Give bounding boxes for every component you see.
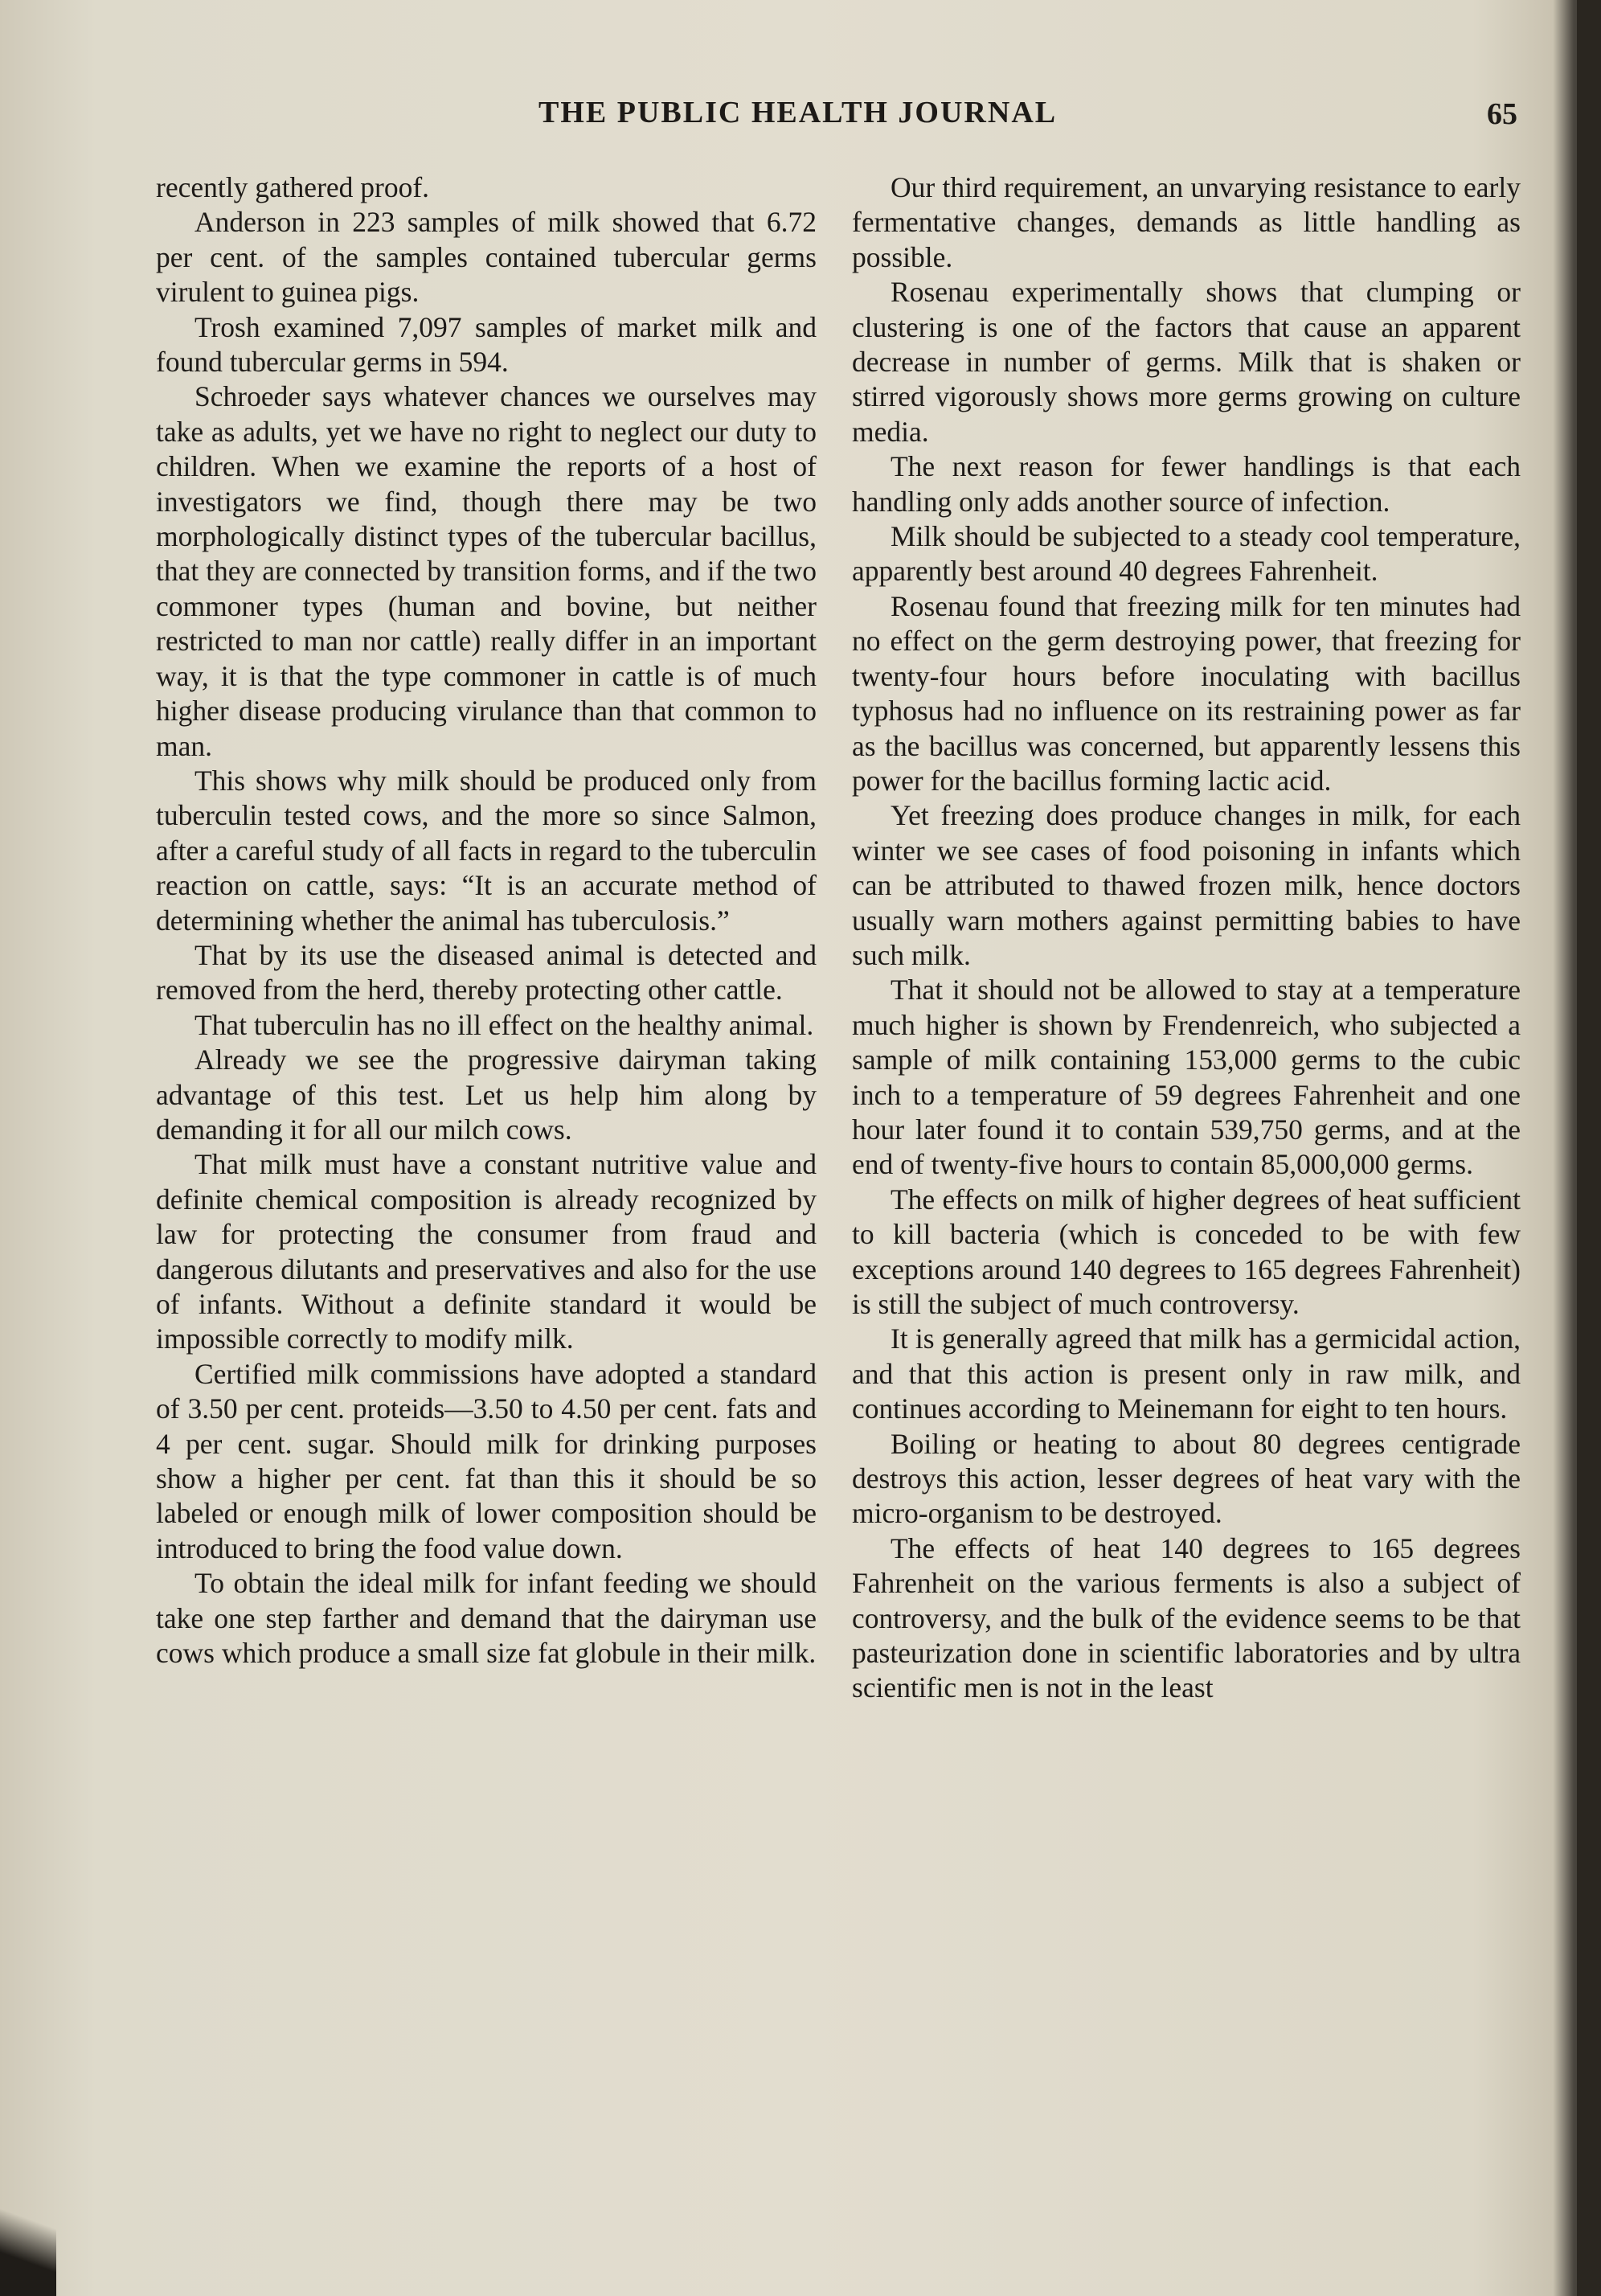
paragraph: The effects of heat 140 degrees to 165 degrees Fahrenheit on the various ferments is also a subject of controversy, and the bulk of the evidence seems to be that pasteurization done in scientific laboratories and by ultra scientific men is not in the least (852, 1531, 1521, 1704)
right-column (852, 170, 1521, 1706)
paragraph: That by its use the diseased animal is detected and removed from the herd, thereby protecting other cattle. (156, 938, 817, 1007)
paragraph: Anderson in 223 samples of milk showed that 6.72 per cent. of the samples contained tubercular germs virulent to guinea pigs. (156, 206, 817, 309)
page-number: 65 (1487, 97, 1517, 131)
paragraph: Already we see the progressive dairyman taking advantage of this test. Let us help him along by demanding it for all our milch cows. (156, 1043, 817, 1146)
paragraph: Boiling or heating to about 80 degrees centigrade destroys this action, lesser degrees of heat vary with the micro-organism to be destroyed. (852, 1427, 1521, 1530)
paragraph: It is generally agreed that milk has a germicidal action, and that this action is present only in raw milk, and continues according to Meinemann for eight to ten hours. (852, 1322, 1521, 1425)
paragraph: The effects on milk of higher degrees of heat sufficient to kill bacteria (which is conceded to be with few exceptions around 140 degrees to 165 degrees Fahrenheit) is still the subject of much controversy. (852, 1183, 1521, 1320)
paragraph: That milk must have a constant nutritive value and definite chemical composition is already recognized by law for protecting the consumer from fraud and dangerous dilutants and preservatives and also for the use of infants. Without a definite standard it would be impossible correctly to modify milk. (156, 1148, 817, 1355)
paragraph: Rosenau experimentally shows that clumping or clustering is one of the factors that cause an apparent decrease in number of germs. Milk that is shaken or stirred vigorously shows more germs growing on culture media. (852, 276, 1521, 448)
paragraph: Milk should be subjected to a steady cool temperature, apparently best around 40 degrees Fahrenheit. (852, 520, 1521, 588)
book-spine-shadow (1577, 0, 1601, 2296)
corner-shadow (0, 2171, 56, 2296)
paragraph: That it should not be allowed to stay at a temperature much higher is shown by Frendenreich, who subjected a sample of milk containing 153,000 germs to the cubic inch to a temperature of 59 degrees Fahrenheit and one hour later found it to contain 539,750 germs, and at the end of twenty-five hours to contain 85,000,000 germs. (852, 974, 1521, 1181)
paragraph: To obtain the ideal milk for infant feeding we should take one step farther and demand that the dairyman use cows which produce a small size fat globule in their milk. (156, 1567, 817, 1670)
page-header (0, 95, 1601, 143)
paragraph: Certified milk commissions have adopted a standard of 3.50 per cent. proteids—3.50 to 4.50 per cent. fats and 4 per cent. sugar. Should milk for drinking purposes show a higher per cent. fat than this it should be so labeled or enough milk of lower composition should be introduced to bring the food value down. (156, 1357, 817, 1564)
paragraph: This shows why milk should be produced only from tuberculin tested cows, and the more so since Salmon, after a careful study of all facts in regard to the tuberculin reaction on cattle, says: “It is an accurate method of determining whether the animal has tuberculosis.” (156, 764, 817, 937)
paragraph: Our third requirement, an unvarying resistance to early fermentative changes, demands as little handling as possible. (852, 171, 1521, 273)
paragraph: That tuberculin has no ill effect on the healthy animal. (194, 1008, 814, 1041)
paragraph: Rosenau found that freezing milk for ten minutes had no effect on the germ destroying power, that freezing for twenty-four hours before inoculating with bacillus typhosus had no influence on its restraining power as far as the bacillus was concerned, but apparently lessens this power for the bacillus forming lactic acid. (852, 589, 1521, 797)
paragraph: recently gathered proof. (156, 171, 430, 203)
paragraph: Schroeder says whatever chances we ourselves may take as adults, yet we have no right to neglect our duty to children. When we examine the reports of a host of investigators we find, though there may be two morphologically distinct types of the tubercular bacillus, that they are connected by transition forms, and if the two commoner types (human and bovine, but neither restricted to man nor cattle) really differ in an important way, it is that the type commoner in cattle is of much higher disease producing virulance than that common to man. (156, 380, 817, 762)
left-column (156, 170, 817, 1671)
journal-title: THE PUBLIC HEALTH JOURNAL (538, 96, 1058, 129)
paragraph: Trosh examined 7,097 samples of market milk and found tubercular germs in 594. (156, 310, 817, 379)
paragraph: Yet freezing does produce changes in milk, for each winter we see cases of food poisoning in infants which can be attributed to thawed frozen milk, hence doctors usually warn mothers against permitting babies to have such milk. (852, 799, 1521, 971)
paragraph: The next reason for fewer handlings is that each handling only adds another source of infection. (852, 450, 1521, 518)
